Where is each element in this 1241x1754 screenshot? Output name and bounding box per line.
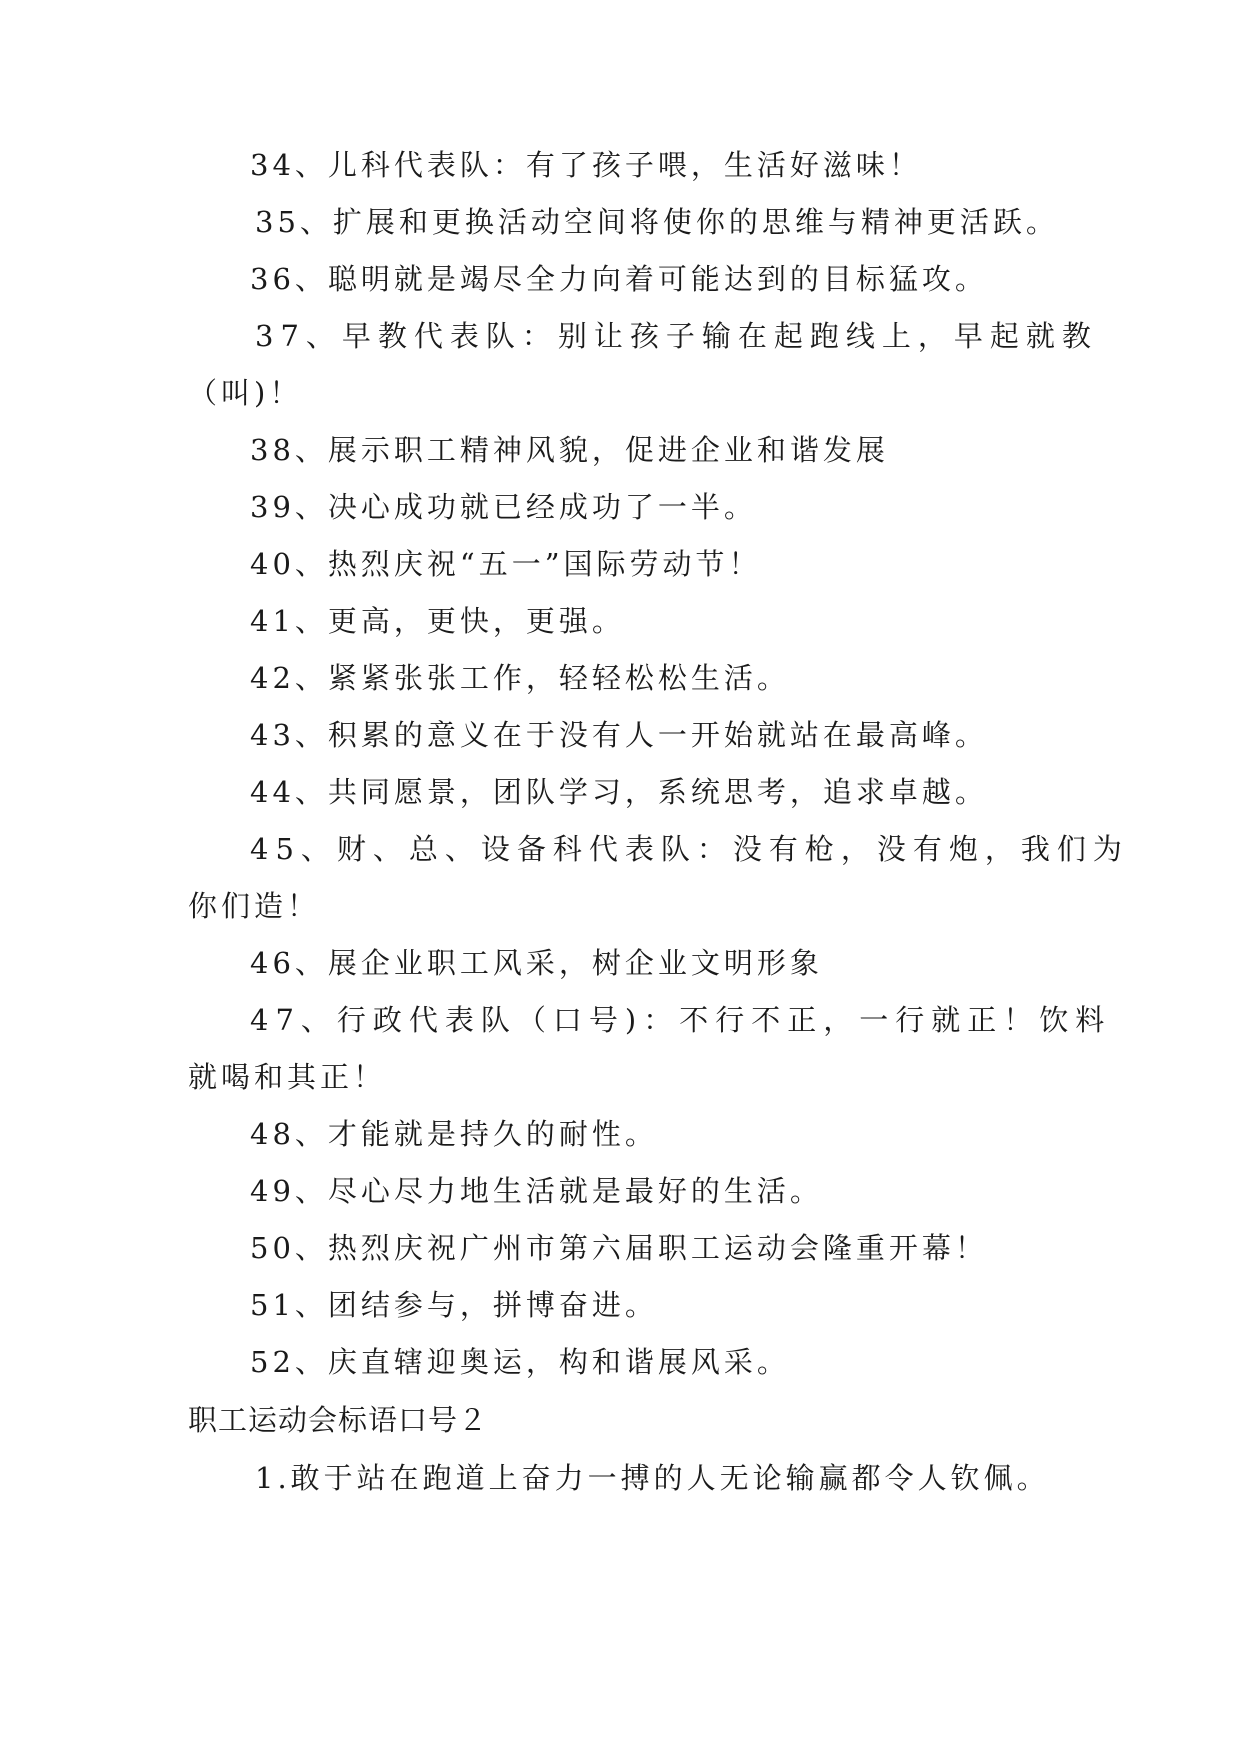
slogan-42: 42、紧紧张张工作，轻轻松松生活。 — [250, 661, 790, 695]
list-item-1: 1.敢于站在跑道上奋力一搏的人无论输赢都令人钦佩。 — [255, 1461, 1050, 1495]
slogan-37-continued: （叫)！ — [188, 376, 303, 410]
slogan-45: 45、财、总、设备科代表队：没有枪，没有炮，我们为 — [250, 832, 1129, 866]
slogan-50: 50、热烈庆祝广州市第六届职工运动会隆重开幕！ — [250, 1231, 988, 1265]
slogan-35: 35、扩展和更换活动空间将使你的思维与精神更活跃。 — [255, 205, 1059, 239]
slogan-47: 47、行政代表队（口号)：不行不正，一行就正！饮料 — [250, 1003, 1112, 1037]
slogan-38: 38、展示职工精神风貌，促进企业和谐发展 — [250, 433, 889, 467]
slogan-52: 52、庆直辖迎奥运，构和谐展风采。 — [250, 1345, 790, 1379]
slogan-36: 36、聪明就是竭尽全力向着可能达到的目标猛攻。 — [250, 262, 988, 296]
slogan-46: 46、展企业职工风采，树企业文明形象 — [250, 946, 823, 980]
section-heading: 职工运动会标语口号２ — [188, 1403, 489, 1437]
slogan-39: 39、决心成功就已经成功了一半。 — [250, 490, 757, 524]
slogan-51: 51、团结参与，拼博奋进。 — [250, 1288, 658, 1322]
slogan-44: 44、共同愿景，团队学习，系统思考，追求卓越。 — [250, 775, 988, 809]
slogan-41: 41、更高，更快，更强。 — [250, 604, 625, 638]
slogan-37: 37、早教代表队：别让孩子输在起跑线上，早起就教 — [255, 319, 1098, 353]
slogan-47-continued: 就喝和其正！ — [188, 1060, 387, 1094]
slogan-34: 34、儿科代表队：有了孩子喂，生活好滋味！ — [250, 148, 922, 182]
slogan-48: 48、才能就是持久的耐性。 — [250, 1117, 658, 1151]
slogan-40: 40、热烈庆祝“五一”国际劳动节！ — [250, 547, 762, 581]
slogan-45-continued: 你们造！ — [188, 889, 321, 923]
slogan-43: 43、积累的意义在于没有人一开始就站在最高峰。 — [250, 718, 988, 752]
slogan-49: 49、尽心尽力地生活就是最好的生活。 — [250, 1174, 823, 1208]
